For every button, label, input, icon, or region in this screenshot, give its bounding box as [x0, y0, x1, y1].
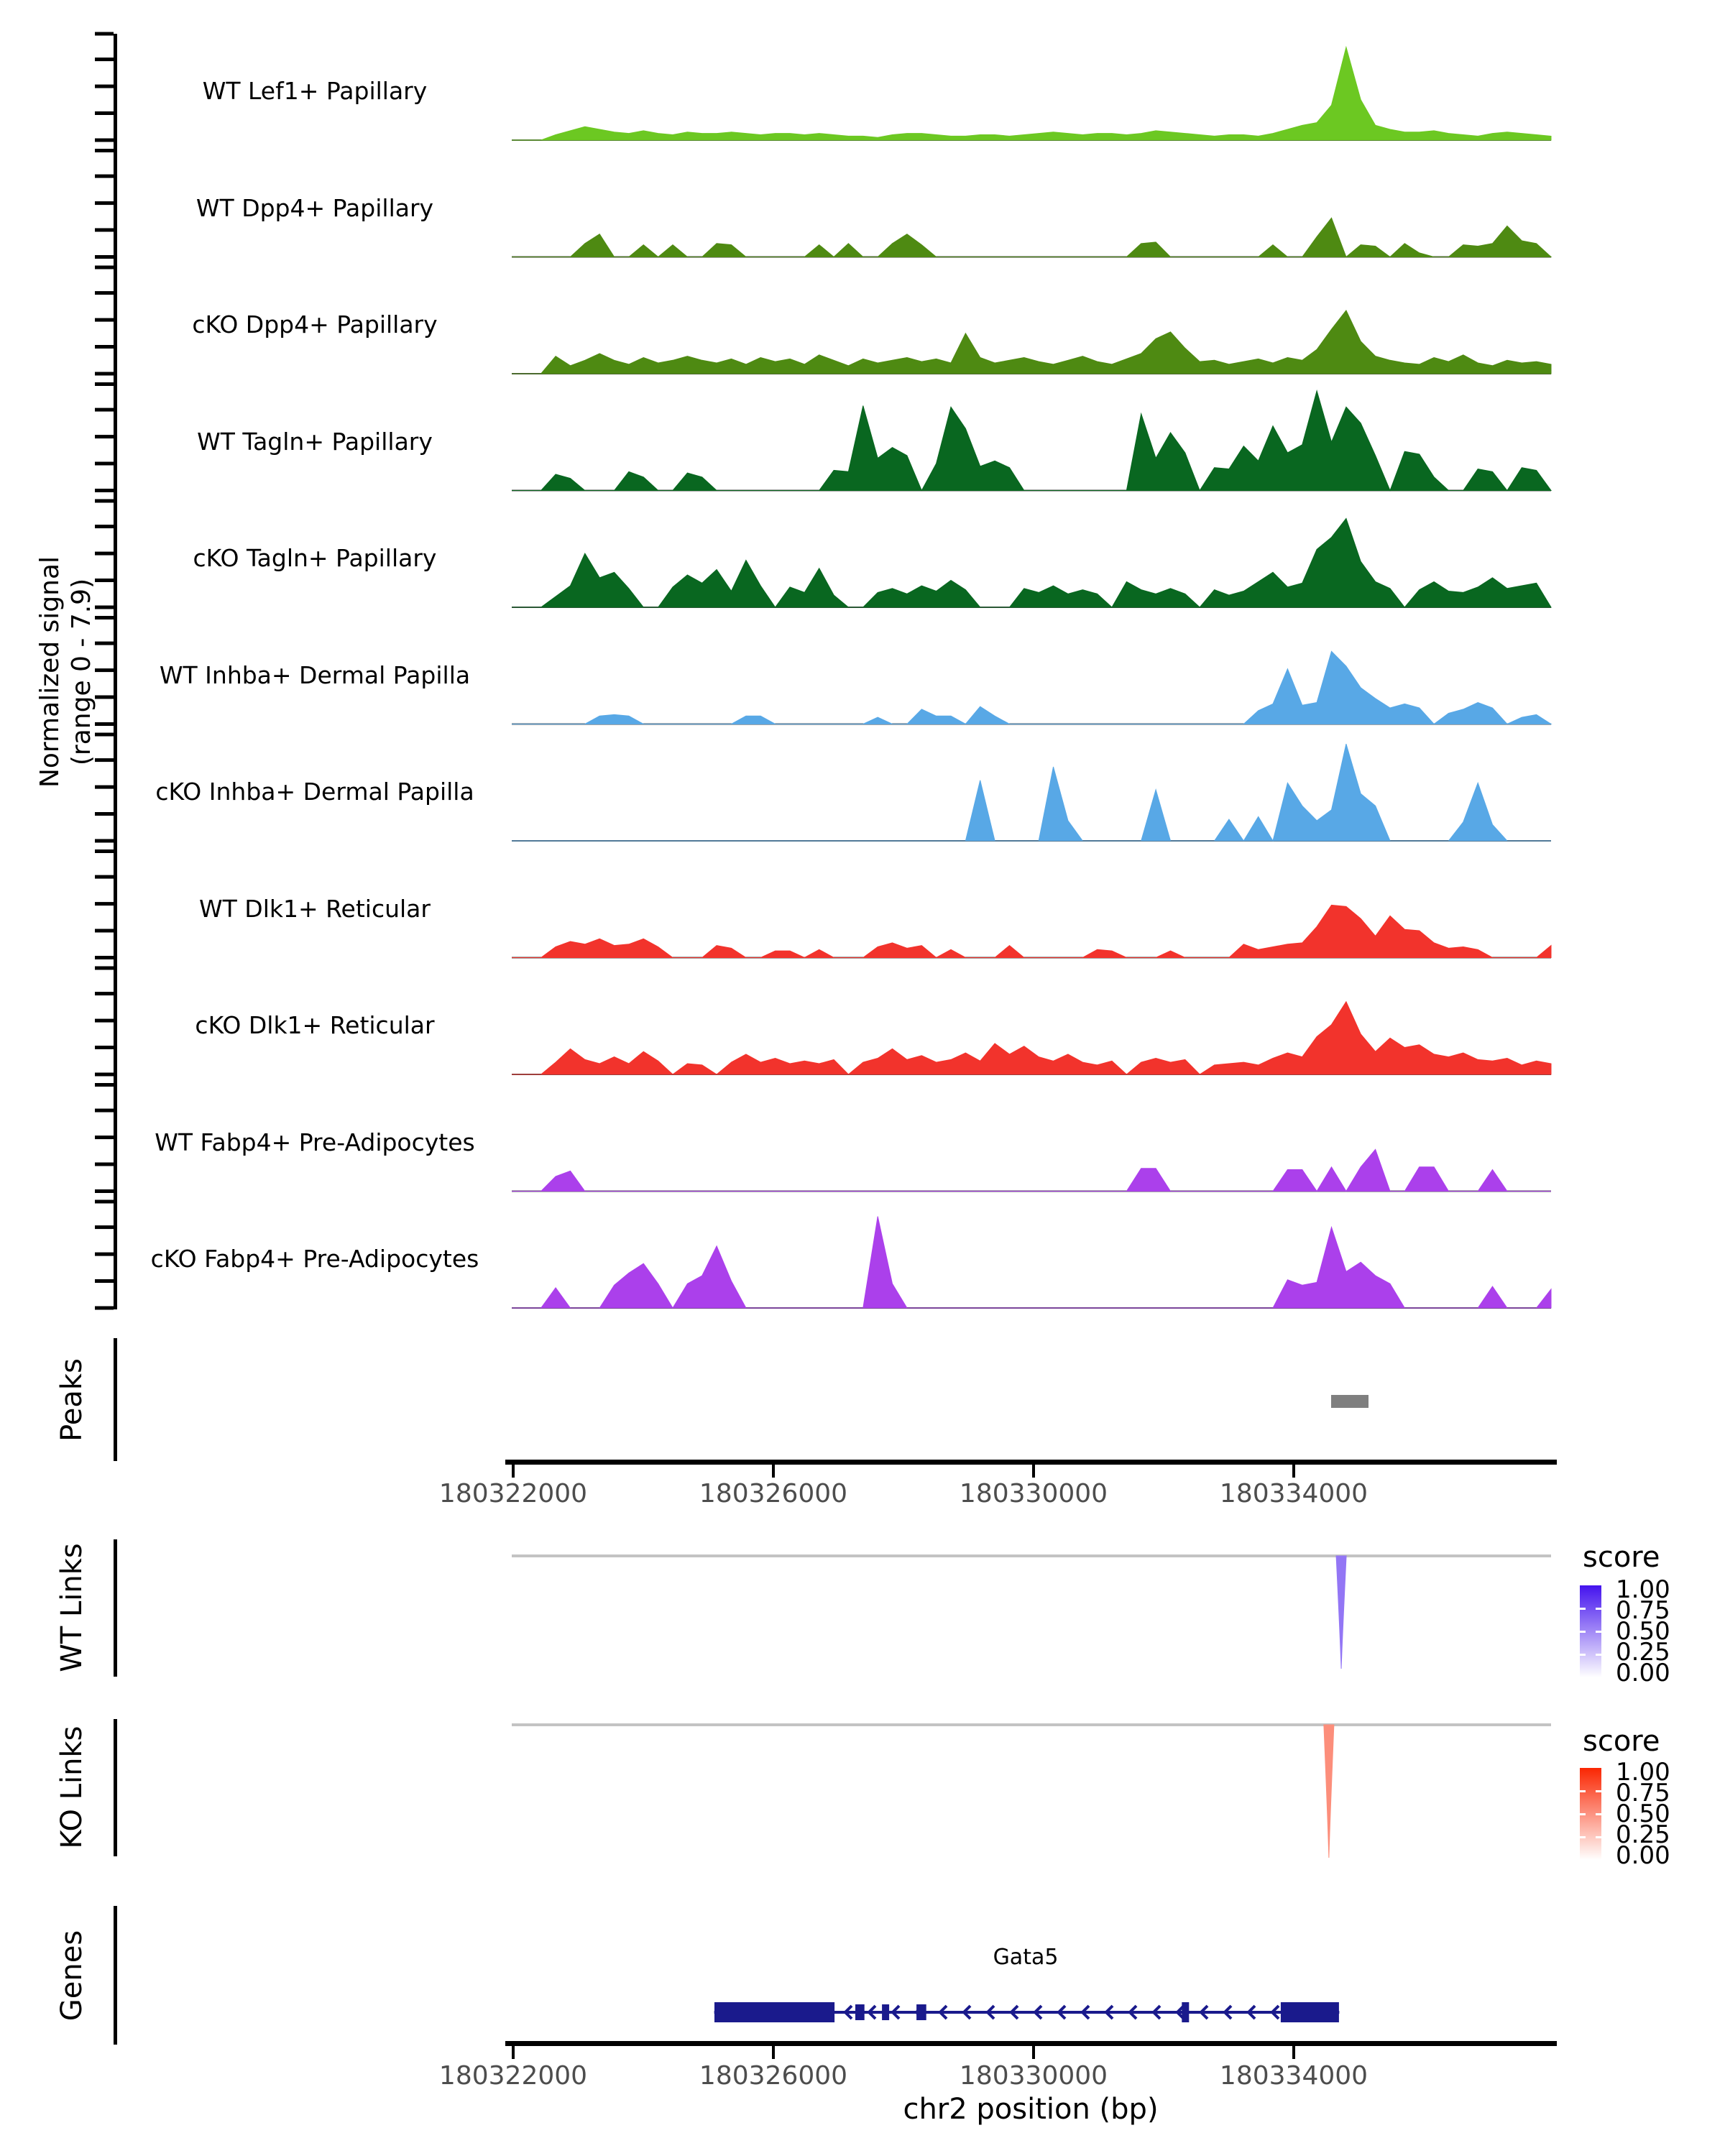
ko-legend-1.00: 1.00 [1616, 1758, 1670, 1787]
signal-area-6 [512, 744, 1551, 841]
gene-exon [1182, 2002, 1189, 2022]
legend-tick [1580, 1813, 1586, 1815]
gene-exon-small [855, 2004, 865, 2020]
signal-area-3 [512, 391, 1551, 491]
legend-tick [1596, 1836, 1601, 1838]
legend-tick [1580, 1790, 1586, 1792]
legend-tick [1596, 1608, 1601, 1610]
axis2-tick-180322000: 180322000 [438, 2061, 588, 2091]
section-label-genes: Genes [55, 1930, 88, 2022]
track-label-wt-tagln: WT Tagln+ Papillary [197, 428, 433, 456]
track-label-wt-inhba: WT Inhba+ Dermal Papilla [159, 661, 471, 689]
gene-exon-small [882, 2004, 889, 2020]
axis2-tick-180334000: 180334000 [1219, 2061, 1368, 2091]
section-label-wt-links: WT Links [55, 1543, 88, 1672]
ko-legend-0.25: 0.25 [1616, 1820, 1670, 1849]
track-label-wt-lef1: WT Lef1+ Papillary [202, 77, 428, 105]
gene-exon [714, 2002, 834, 2022]
axis1-tick-180334000: 180334000 [1219, 1479, 1368, 1508]
axis2-tick-180326000: 180326000 [699, 2061, 848, 2091]
axis2-tick-180330000: 180330000 [959, 2061, 1108, 2091]
legend-tick [1596, 1631, 1601, 1633]
legend-tick [1596, 1654, 1601, 1656]
ko-legend-0.00: 0.00 [1616, 1841, 1670, 1870]
legend-tick [1580, 1608, 1586, 1610]
wt-legend-0.00: 0.00 [1616, 1659, 1670, 1687]
wt-links-legend-title: score [1583, 1541, 1660, 1574]
ko-links-legend-title: score [1583, 1725, 1660, 1758]
ko-legend-0.75: 0.75 [1616, 1779, 1670, 1807]
track-label-wt-fabp4: WT Fabp4+ Pre-Adipocytes [155, 1128, 475, 1156]
section-label-peaks: Peaks [55, 1358, 88, 1442]
signal-area-10 [512, 1217, 1551, 1308]
ko-links-track-arc [1324, 1725, 1334, 1858]
gene-exon-small [916, 2004, 926, 2020]
section-brackets [114, 1338, 117, 2045]
wt-links-track-arc [1336, 1556, 1346, 1669]
track-label-wt-dlk1: WT Dlk1+ Reticular [199, 895, 431, 923]
wt-legend-0.75: 0.75 [1616, 1596, 1670, 1625]
track-label-wt-dpp4: WT Dpp4+ Papillary [196, 194, 434, 222]
axis1-tick-180326000: 180326000 [699, 1479, 848, 1508]
legend-tick [1596, 1790, 1601, 1792]
wt-legend-0.50: 0.50 [1616, 1617, 1670, 1646]
peaks-track [1331, 1395, 1368, 1408]
signal-track-areas [512, 47, 1551, 1308]
axis1-tick-180330000: 180330000 [959, 1479, 1108, 1508]
peak-box [1331, 1395, 1368, 1408]
gene-model-gata5 [714, 2002, 1340, 2022]
y-axis-title-line1: Normalized signal [35, 556, 65, 788]
signal-area-1 [512, 218, 1551, 257]
track-label-cko-dpp4: cKO Dpp4+ Papillary [192, 310, 438, 338]
legend-tick [1580, 1654, 1586, 1656]
signal-area-5 [512, 651, 1551, 724]
legend-tick [1580, 1836, 1586, 1838]
y-axis-title-line2: (range 0 - 7.9) [67, 578, 96, 766]
legend-tick [1580, 1631, 1586, 1633]
genome-axis [505, 1460, 1557, 1478]
wt-legend-1.00: 1.00 [1616, 1575, 1670, 1604]
wt-links-legend-colorbar [1580, 1585, 1601, 1677]
signal-area-8 [512, 1002, 1551, 1074]
signal-area-2 [512, 310, 1551, 374]
ko-links-track [512, 1725, 1551, 1858]
ko-legend-0.50: 0.50 [1616, 1800, 1670, 1828]
track-label-cko-inhba: cKO Inhba+ Dermal Papilla [155, 778, 474, 806]
section-label-ko-links: KO Links [55, 1726, 88, 1849]
signal-area-0 [512, 47, 1551, 140]
wt-links-track [512, 1556, 1551, 1669]
genome-axis [505, 2041, 1557, 2059]
signal-area-7 [512, 905, 1551, 957]
wt-legend-0.25: 0.25 [1616, 1638, 1670, 1667]
x-axis-title: chr2 position (bp) [903, 2093, 1159, 2126]
axis1-tick-180322000: 180322000 [438, 1479, 588, 1508]
signal-area-9 [512, 1149, 1551, 1191]
track-label-cko-tagln: cKO Tagln+ Papillary [193, 544, 437, 572]
legend-tick [1596, 1813, 1601, 1815]
track-label-cko-fabp4: cKO Fabp4+ Pre-Adipocytes [150, 1245, 479, 1273]
signal-area-4 [512, 518, 1551, 607]
ko-links-legend-colorbar [1580, 1768, 1601, 1860]
gene-name-gata5: Gata5 [993, 1945, 1059, 1970]
y-axis-title [34, 556, 98, 788]
track-label-cko-dlk1: cKO Dlk1+ Reticular [195, 1011, 435, 1039]
gene-exon [1281, 2002, 1339, 2022]
